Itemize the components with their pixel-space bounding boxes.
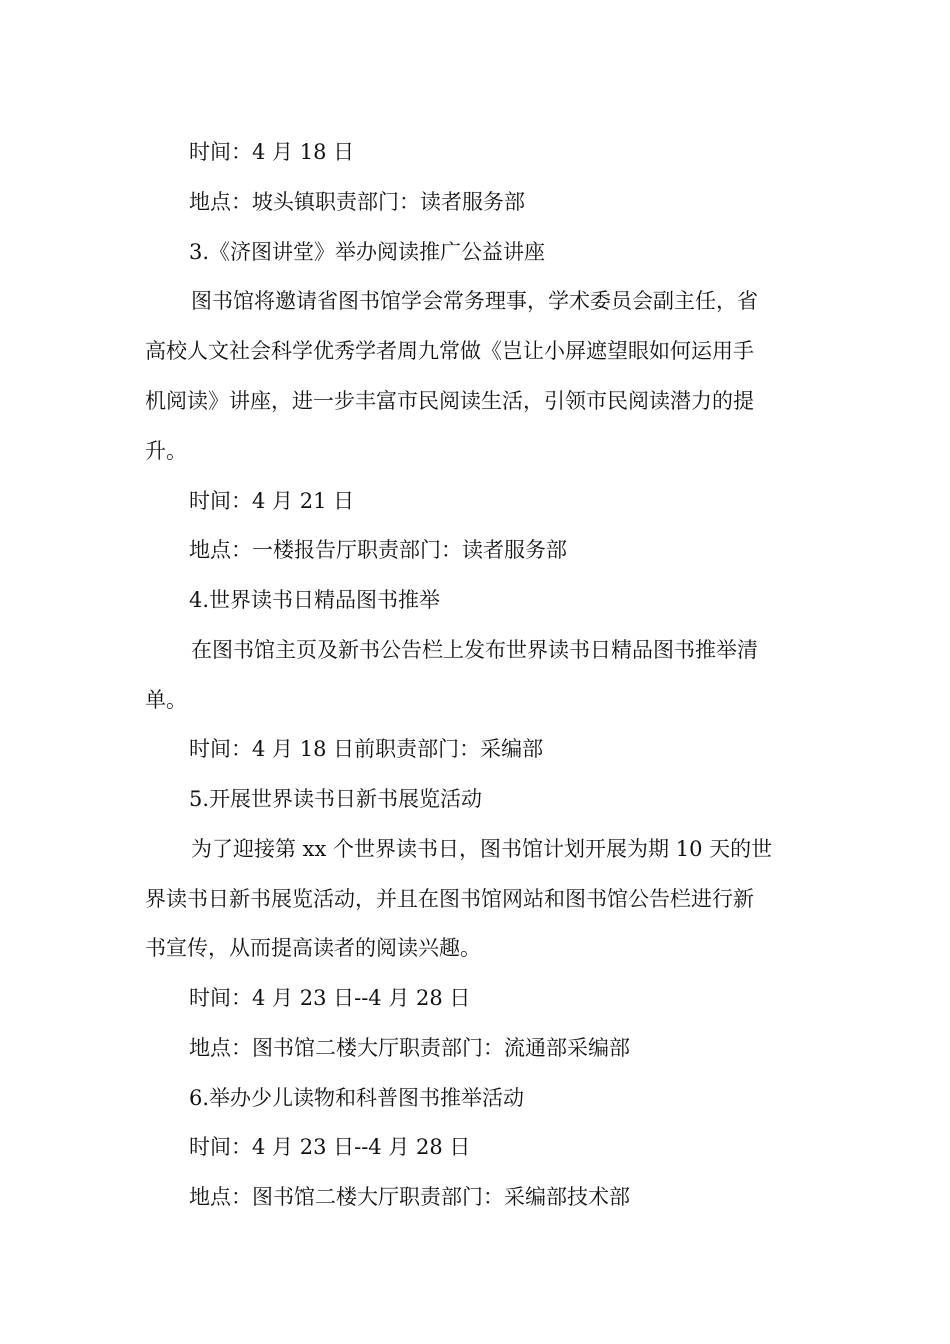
item5-para-line: 为了迎接第 xx 个世界读书日，图书馆计划开展为期 10 天的世 — [191, 837, 773, 861]
item2-place: 地点：坡头镇职责部门：读者服务部 — [189, 190, 525, 214]
item3-title: 3.《济图讲堂》举办阅读推广公益讲座 — [189, 240, 546, 264]
item3-place: 地点：一楼报告厅职责部门：读者服务部 — [189, 538, 567, 562]
item4-time: 时间：4 月 18 日前职责部门：采编部 — [189, 737, 544, 761]
item6-title: 6.举办少儿读物和科普图书推举活动 — [189, 1086, 525, 1110]
item6-time: 时间：4 月 23 日--4 月 28 日 — [189, 1135, 471, 1159]
item2-time: 时间：4 月 18 日 — [189, 140, 355, 164]
item6-place: 地点：图书馆二楼大厅职责部门：采编部技术部 — [189, 1185, 630, 1209]
item5-para-line: 界读书日新书展览活动，并且在图书馆网站和图书馆公告栏进行新 — [145, 887, 754, 911]
item5-time: 时间：4 月 23 日--4 月 28 日 — [189, 986, 471, 1010]
item3-time: 时间：4 月 21 日 — [189, 489, 355, 513]
item3-para-line: 图书馆将邀请省图书馆学会常务理事，学术委员会副主任，省 — [191, 289, 758, 313]
item4-para-line: 在图书馆主页及新书公告栏上发布世界读书日精品图书推举清 — [191, 638, 758, 662]
item5-place: 地点：图书馆二楼大厅职责部门：流通部采编部 — [189, 1036, 630, 1060]
item4-para-line: 单。 — [145, 688, 187, 712]
item3-para-line: 机阅读》讲座，进一步丰富市民阅读生活，引领市民阅读潜力的提 — [145, 389, 754, 413]
item3-para-line: 高校人文社会科学优秀学者周九常做《岂让小屏遮望眼如何运用手 — [145, 339, 754, 363]
item5-title: 5.开展世界读书日新书展览活动 — [189, 787, 483, 811]
item5-para-line: 书宣传，从而提高读者的阅读兴趣。 — [145, 936, 481, 960]
item3-para-line: 升。 — [145, 439, 187, 463]
item4-title: 4.世界读书日精品图书推举 — [189, 588, 441, 612]
